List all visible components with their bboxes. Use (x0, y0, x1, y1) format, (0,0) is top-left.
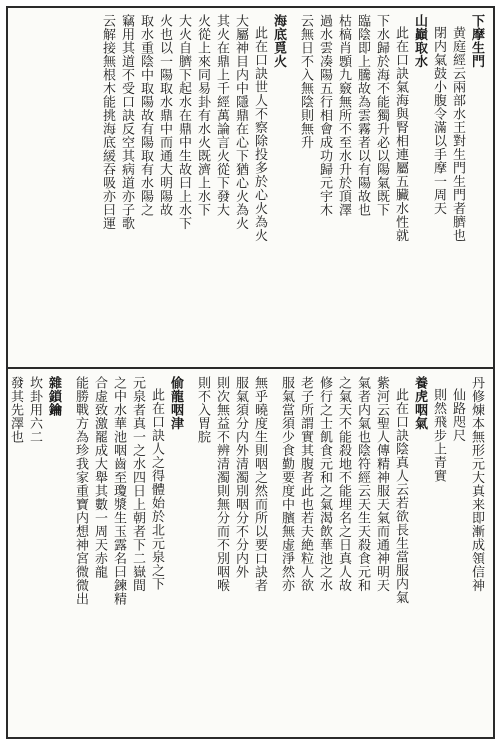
text-column: 過水雲凑陽五行相會成功歸元宇木 (317, 14, 332, 217)
upper-text-block (16, 14, 485, 360)
text-column: 黄庭經云兩部水王對生門生門者臍也 (450, 26, 465, 242)
text-column: 下水歸於海不能獨升必以陽氣既下 (374, 14, 389, 217)
text-column: 則不入胃脘 (195, 376, 210, 444)
text-column: 云解接無根木能挑海底緩吞吸亦曰運 (100, 14, 115, 230)
text-column: 發其先澤也 (8, 376, 23, 444)
section-heading: 養虎咽氣 (412, 376, 427, 430)
text-column: 元泉者真一之水四日上朝者下二嶽間 (130, 376, 145, 592)
text-column: 此在口訣世人不察除投多於心火為火 (252, 26, 267, 242)
text-column: 則次無益不辨清濁則無分而不別咽喉 (214, 376, 229, 592)
text-column: 服氣當須少食勤要度中臏無虚淨然亦 (279, 376, 294, 592)
section-heading: 偷龍咽津 (168, 376, 183, 430)
text-column: 此在口訣陰真人云若欲長生當服内氣 (393, 388, 408, 604)
text-column: 此在口訣氣海與腎相連屬五臟水性就 (393, 26, 408, 242)
section-heading: 海底覓火 (271, 14, 286, 68)
text-column: 竊用其道不受口訣反空其病道亦子歌 (119, 14, 134, 230)
text-column: 無乎曉度生則咽之然而所以要口訣者 (252, 376, 267, 592)
text-column: 云無日不入無陰則無升 (298, 14, 313, 149)
text-column: 能勝戰方為珍我家重寶内想神宮微微出 (73, 376, 88, 606)
text-column: 合虚致激罷成大舉其數一周天赤龍 (92, 376, 107, 579)
text-column: 火從上來同易卦有水火既濟上水下 (195, 14, 210, 217)
text-column: 臨陰即上騰故為雲霧者以有陽故也 (355, 14, 370, 217)
text-column: 則然飛步上青實 (431, 388, 446, 483)
text-column: 此在口訣人之得體始於北元泉之下 (149, 388, 164, 591)
text-column: 閉内氣鼓小腹令滿以手摩一周天 (431, 26, 446, 215)
text-column: 老子所謂實其腹者此也若夫絶粒人欲 (298, 376, 313, 592)
text-column: 之中水華池咽齒至瓊漿生玉露名曰鍊精 (111, 376, 126, 606)
text-column: 其火在鼎上千經萬論言火從下發大 (214, 14, 229, 217)
text-column: 丹修煉本無形元大真来即漸成領信神 (469, 376, 484, 592)
text-column: 之氣天不能殺地不能埋名之日真人故 (336, 376, 351, 592)
text-column: 服氣須分内外清濁別咽分不分内外 (233, 376, 248, 579)
text-column: 坎卦用六二 (27, 376, 42, 444)
section-heading: 下摩生門 (469, 14, 484, 68)
text-column: 仙路咫尺 (450, 388, 465, 442)
section-heading: 山巓取水 (412, 14, 427, 68)
text-column: 枯槁肖顋九竅無所不至水升於頂澤 (336, 14, 351, 217)
section-divider (8, 367, 493, 369)
document-page (6, 6, 495, 739)
text-column: 大火自臍下起水在鼎中生故曰上水下 (176, 14, 191, 230)
text-column: 紫河云聖人傳精神服天氣而通神明天 (374, 376, 389, 592)
text-column: 氣者内氣也陰符經云天生天殺食元和 (355, 376, 370, 592)
text-column: 修行之士飢食元和之氣渴飲華池之水 (317, 376, 332, 592)
text-column: 大屬神目内中隱鼎在心下猶心火為火 (233, 14, 248, 230)
text-column: 取水重陰中取陽故有陽取有水陽之 (138, 14, 153, 217)
text-column: 火也以一陽取水鼎中而通大明陽故 (157, 14, 172, 217)
section-heading: 雜鎖鑰 (46, 376, 61, 417)
lower-text-block (8, 376, 485, 732)
